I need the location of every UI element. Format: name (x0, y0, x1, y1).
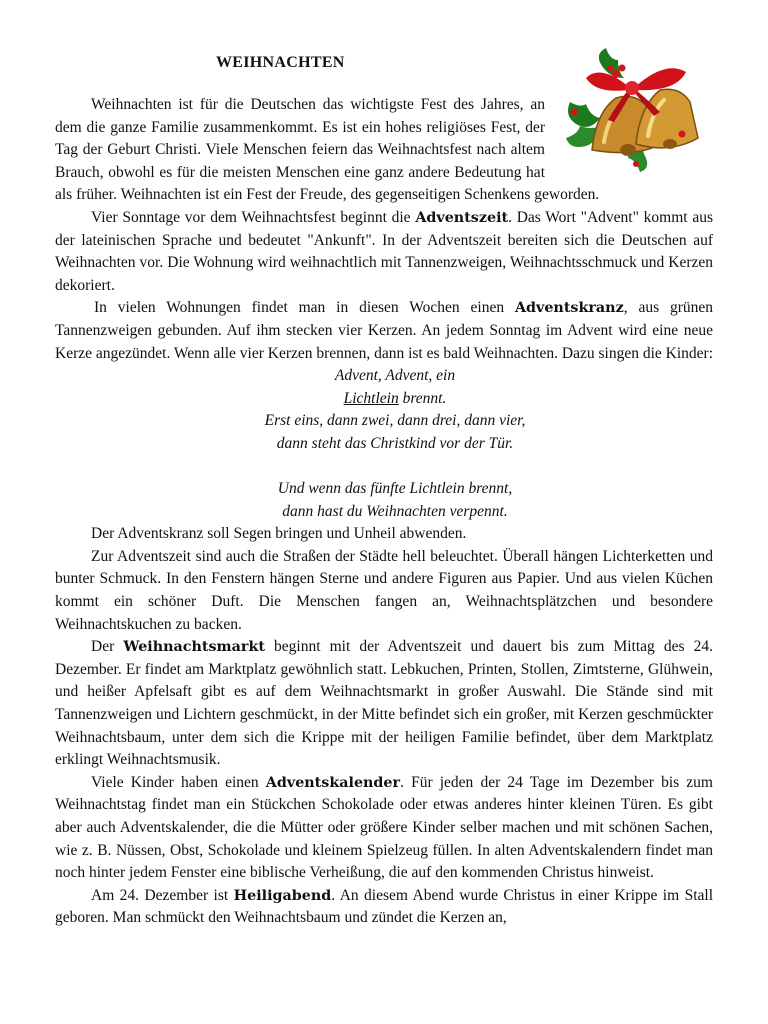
paragraph-adventszeit (55, 207, 713, 297)
text-span: . An diesem Abend wurde Christus in einer Krippe im Stall geboren. Man schmückt den Weihnachtsbaum und zündet die Kerzen an, (55, 886, 713, 927)
poem-line-2: Erst eins, dann zwei, dann drei, dann vier, (264, 412, 526, 430)
paragraph-intro: Weihnachten ist für die Deutschen das wichtigste Fest des Jahres, an dem die ganze Familie zusammenkommt. Es ist ein hohes religiöses Fest, der Tag der Geburt Christi. Viele Menschen feiern das Weihnachtsfest nach altem Brauch, obwohl es für die meisten Menschen eine ganz andere Bedeutung hat als früher. Weihnachten ist ein Fest der Freude, des gegenseitigen Schenkens geworden. (55, 96, 600, 204)
paragraph-adventskalender (55, 772, 713, 885)
poem-line-3: dann steht das Christkind vor der Tür. (276, 434, 514, 452)
text-span: brennt. (398, 389, 447, 407)
term-adventszeit: Adventszeit (415, 209, 509, 226)
paragraph-heiligabend (55, 885, 713, 930)
term-adventskranz: Adventskranz (514, 300, 624, 317)
text-span: Advent, Advent, ein (334, 367, 456, 385)
paragraph-segen: Der Adventskranz soll Segen bringen und Unheil abwenden. (91, 525, 467, 543)
term-heiligabend: Heiligabend (233, 887, 332, 904)
paragraph-strassen: Zur Adventszeit sind auch die Straßen der Städte hell beleuchtet. Überall hängen Lichterketten und bunter Schmuck. In den Fenstern hängen Sterne und andere Figuren aus Papier. Und aus vielen Küchen kommt ein schöner Duft. Die Menschen fangen an, Weihnachtsplätzchen und besondere Weihnachtskuchen zu backen. (55, 547, 713, 633)
article-body (55, 94, 713, 930)
poem-link-lichtlein: Lichtlein (343, 389, 399, 407)
poem-line-1 (77, 365, 713, 410)
text-span: . Das Wort "Advent" kommt aus der lateinischen Sprache und bedeutet "Ankunft". In der Adventszeit bereiten sich die Deutschen auf Weihnachten vor. Die Wohnung wird weihnachtlich mit Tannenzweigen, Weihnachtsschmuck und Kerzen dekoriert. (55, 208, 713, 294)
term-weihnachtsmarkt: Weihnachtsmarkt (123, 639, 265, 656)
poem-gap (77, 456, 713, 479)
poem-line-4: Und wenn das fünfte Lichtlein brennt, (277, 480, 513, 498)
text-span: , aus grünen Tannenzweigen gebunden. Auf ihm stecken vier Kerzen. An jedem Sonntag im Advent wird eine neue Kerze angezündet. Wenn alle vier Kerzen brennen, dann ist es bald Weihnachten. Dazu singen die Kinder: (55, 299, 714, 362)
term-adventskalender: Adventskalender (265, 774, 401, 791)
poem-line-5: dann hast du Weihnachten verpennt. (282, 502, 508, 520)
paragraph-adventskranz (55, 297, 713, 365)
text-span: . Für jeden der 24 Tage im Dezember bis zum Weihnachtstag findet man ein Stückchen Schokolade oder etwas anderes hinter kleinen Türen. Es gibt aber auch Adventskalender, die die Mütter oder größere Kinder selber machen und mit schönen Sachen, wie z. B. Nüssen, Obst, Schokolade und kleinem Spielzeug füllen. In alten Adventskalendern findet man noch hinter jedem Fenster eine biblische Verheißung, die auf den kommenden Christus hinweist. (55, 773, 713, 882)
document-title: WEIHNACHTEN (216, 54, 345, 71)
advent-poem (55, 365, 713, 523)
text-span: beginnt mit der Adventszeit und dauert bis zum Mittag des 24. Dezember. Er findet am Marktplatz gewöhnlich statt. Lebkuchen, Printen, Stollen, Zimtsterne, Glühwein, und heißer Apfelsaft gibt es auf dem Weihnachtsmarkt in großer Auswahl. Die Stände sind mit Tannenzweigen und Lichtern geschmückt, in der Mitte befindet sich ein großer, mit Kerzen geschmückter Weihnachtsbaum, unter dem sich die Krippe mit der heiligen Familie befindet, über dem Marktplatz erklingt Weihnachtsmusik. (55, 638, 713, 769)
text-span: Viele Kinder haben einen (91, 773, 266, 791)
text-span: Vier Sonntage vor dem Weihnachtsfest beginnt die (91, 208, 416, 226)
paragraph-weihnachtsmarkt (55, 636, 713, 772)
text-span: Am 24. Dezember ist (91, 886, 234, 904)
text-span: Der (91, 638, 124, 656)
text-span: In vielen Wohnungen findet man in diesen Wochen einen (94, 299, 515, 317)
